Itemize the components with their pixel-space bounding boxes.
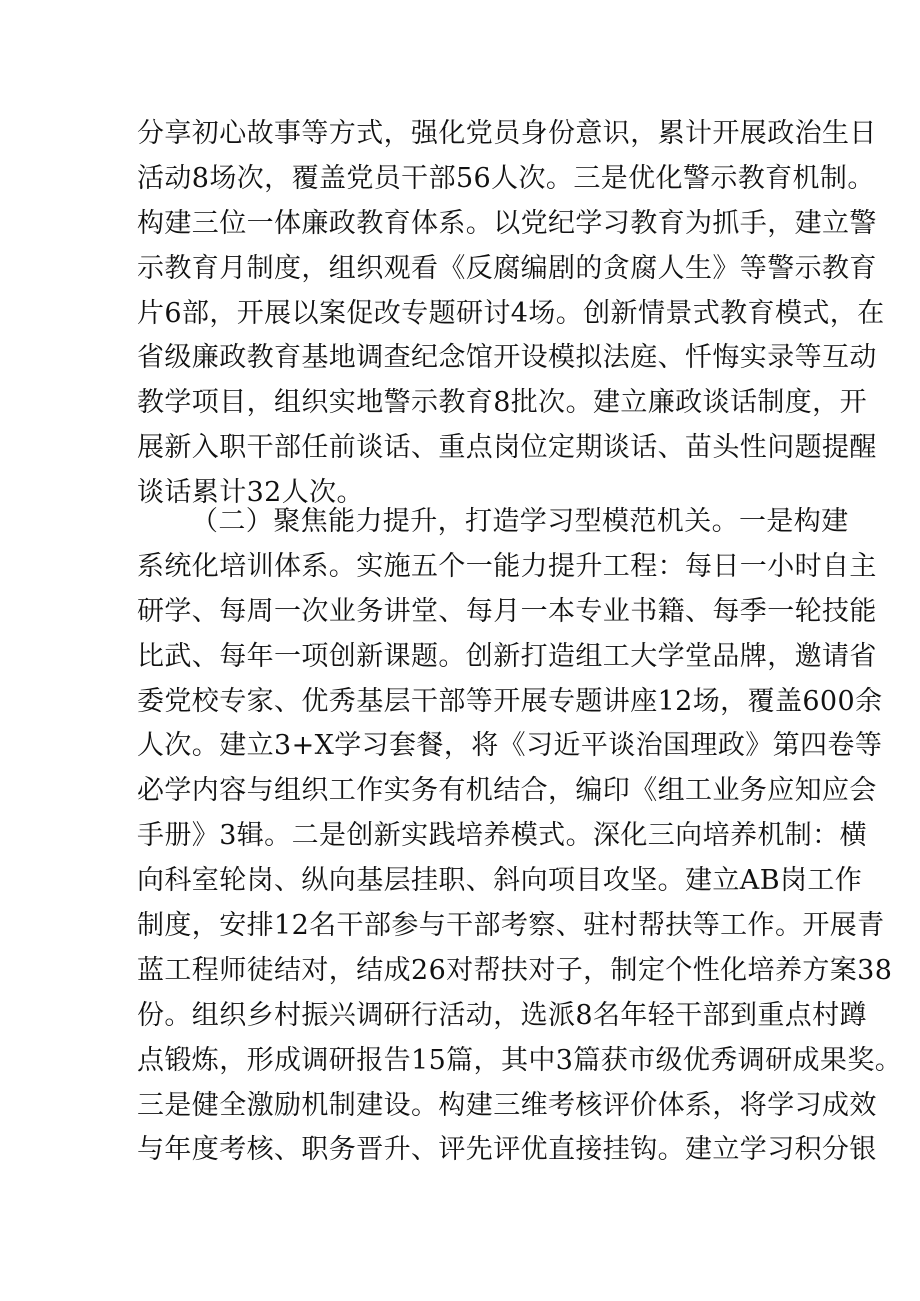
paragraph-line: 谈话累计32人次。 <box>137 477 364 509</box>
paragraph-heading-line: （二）聚焦能力提升，打造学习型模范机关。一是构建 <box>191 506 849 537</box>
paragraph-line: 手册》3辑。二是创新实践培养模式。深化三向培养机制：横 <box>137 820 867 852</box>
paragraph-line: 活动8场次，覆盖党员干部56人次。三是优化警示教育机制。 <box>137 162 875 194</box>
paragraph-line: 与年度考核、职务晋升、评先评优直接挂钩。建立学习积分银 <box>137 1134 877 1166</box>
paragraph-line: 片6部，开展以案促改专题研讨4场。创新情景式教育模式，在 <box>137 297 885 329</box>
paragraph-line: 分享初心故事等方式，强化党员身份意识，累计开展政治生日 <box>137 118 877 149</box>
paragraph-line: 制度，安排12名干部参与干部考察、驻村帮扶等工作。开展青 <box>137 910 885 942</box>
paragraph-line: 蓝工程师徒结对，结成26对帮扶对子，制定个性化培养方案38 <box>137 954 893 986</box>
paragraph-line: 构建三位一体廉政教育体系。以党纪学习教育为抓手，建立警 <box>137 207 877 239</box>
paragraph-line: 比武、每年一项创新课题。创新打造组工大学堂品牌，邀请省 <box>137 640 877 672</box>
paragraph-line: 委党校专家、优秀基层干部等开展专题讲座12场，覆盖600余 <box>137 685 883 717</box>
paragraph-line: 研学、每周一次业务讲堂、每月一本专业书籍、每季一轮技能 <box>137 595 877 627</box>
paragraph-line: 点锻炼，形成调研报告15篇，其中3篇获市级优秀调研成果奖。 <box>137 1044 903 1076</box>
paragraph-line: 展新入职干部任前谈话、重点岗位定期谈话、苗头性问题提醒 <box>137 432 877 464</box>
paragraph-line: 三是健全激励机制建设。构建三维考核评价体系，将学习成效 <box>137 1089 877 1121</box>
paragraph-line: 省级廉政教育基地调查纪念馆开设模拟法庭、忏悔实录等互动 <box>137 342 877 374</box>
paragraph-line: 示教育月制度，组织观看《反腐编剧的贪腐人生》等警示教育 <box>137 252 877 284</box>
paragraph-1 <box>137 112 885 516</box>
paragraph-line: 系统化培训体系。实施五个一能力提升工程：每日一小时自主 <box>137 550 877 582</box>
paragraph-line: 向科室轮岗、纵向基层挂职、斜向项目攻坚。建立AB岗工作 <box>137 865 863 897</box>
paragraph-line: 教学项目，组织实地警示教育8批次。建立廉政谈话制度，开 <box>137 387 867 419</box>
paragraph-line: 必学内容与组织工作实务有机结合，编印《组工业务应知应会 <box>137 775 877 807</box>
paragraph-line: 份。组织乡村振兴调研行活动，选派8名年轻干部到重点村蹲 <box>137 999 867 1031</box>
paragraph-line: 人次。建立3+X学习套餐，将《习近平谈治国理政》第四卷等 <box>137 730 883 762</box>
paragraph-2 <box>137 500 903 1173</box>
